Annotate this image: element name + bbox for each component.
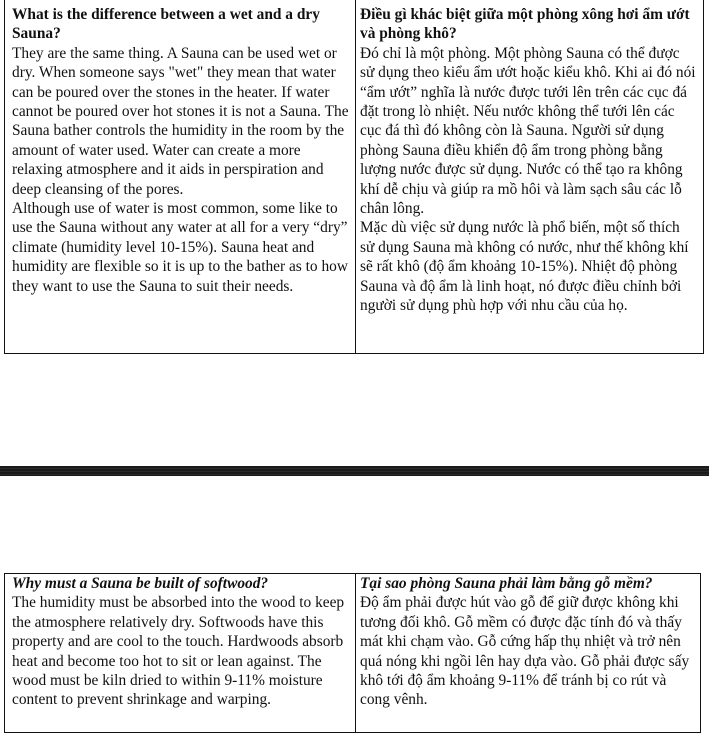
faq-table-wet-dry-sauna [4, 0, 704, 354]
question-heading-english: What is the difference between a wet and a dry Sauna? [12, 6, 320, 43]
answer-paragraph: Đó chỉ là một phòng. Một phòng Sauna có thể được sử dụng theo kiểu ẩm ướt hoặc kiểu khô. Khi ai đó nói “ẩm ướt” nghĩa là nước được tưới lên trên các cục đá đặt trong lò nhiệt. Nếu nước không thể tưới lên các cục đá thì đó không còn là Sauna. Người sử dụng phòng Sauna điều khiển độ ẩm trong phòng bằng lượng nước được sử dụng. Nước có thể tạo ra không khí dễ chịu và giúp ra mồ hôi và làm sạch sâu các lỗ chân lông. [360, 44, 696, 218]
english-cell [5, 0, 356, 353]
question-heading-vietnamese: Điều gì khác biệt giữa một phòng xông hơi ẩm ướt và phòng khô? [360, 6, 690, 43]
answer-paragraph: They are the same thing. A Sauna can be used wet or dry. When someone says "wet" they mean that water can be poured over the stones in the heater. If water cannot be poured over hot stones it is not a Sauna. The Sauna bather controls the humidity in the room by the amount of water used. Water can create a more relaxing atmosphere and it aids in perspiration and deep cleansing of the pores. [12, 44, 349, 198]
answer-paragraph: Although use of water is most common, some like to use the Sauna without any water at all for a very “dry” climate (humidity level 10-15%). Sauna heat and humidity are flexible so it is up to the bather as to how they want to use the Sauna to suit their needs. [12, 200, 348, 295]
section-divider-band [0, 466, 709, 476]
answer-paragraph: The humidity must be absorbed into the wood to keep the atmosphere relatively dry. Softwoods have this property and are cool to the touch. Hardwoods absorb heat and become too hot to sit or lean against. The wood must be kiln dried to within 9-11% moisture content to prevent shrinkage and warping. [12, 594, 345, 709]
vietnamese-cell [356, 0, 703, 353]
vietnamese-cell [356, 574, 700, 732]
answer-paragraph: Mặc dù việc sử dụng nước là phổ biến, một số thích sử dụng Sauna mà không có nước, như thế không khí sẽ rất khô (độ ẩm khoảng 10-15%). Nhiệt độ phòng Sauna và độ ẩm là linh hoạt, nó được điều chỉnh bởi người sử dụng phù hợp với nhu cầu của họ. [360, 219, 689, 315]
question-heading-english: Why must a Sauna be built of softwood? [12, 575, 269, 592]
faq-table-softwood [4, 573, 701, 733]
question-heading-vietnamese: Tại sao phòng Sauna phải làm bằng gỗ mềm? [360, 575, 653, 592]
answer-paragraph: Độ ẩm phải được hút vào gỗ để giữ được không khi tương đối khô. Gỗ mềm có được đặc tính đó và thấy mát khi chạm vào. Gỗ cứng hấp thụ nhiệt và trở nên quá nóng khi ngồi lên hay dựa vào. Gỗ phải được sấy khô tới độ ẩm khoảng 9-11% để tránh bị co rút và cong vênh. [360, 594, 690, 709]
english-cell [5, 574, 356, 732]
